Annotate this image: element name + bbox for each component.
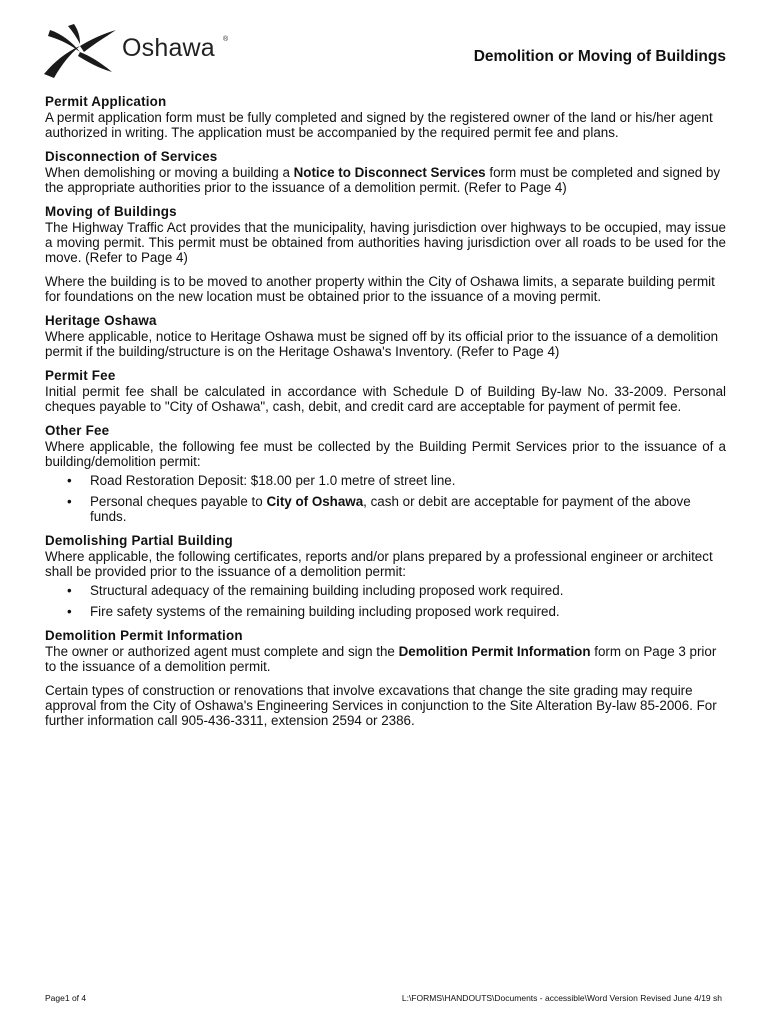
- bullet-list: [45, 473, 726, 524]
- logo-wordmark: Oshawa: [122, 34, 215, 62]
- list-item: [45, 583, 726, 598]
- document-body: [45, 94, 726, 737]
- section-disconnection: [45, 149, 726, 195]
- list-item-text: Structural adequacy of the remaining building including proposed work required.: [90, 583, 564, 598]
- section-heading: Demolishing Partial Building: [45, 533, 233, 548]
- section-text: The Highway Traffic Act provides that the municipality, having jurisdiction over highways to be occupied, may issue a moving permit. This permit must be obtained from authorities having jurisdiction over all roads to be used for the move. (Refer to Page 4): [45, 220, 726, 265]
- section-text: Where the building is to be moved to another property within the City of Oshawa limits, a separate building permit for foundations on the new location must be obtained prior to the issuance of a moving permit.: [45, 274, 715, 304]
- section-heading: Demolition Permit Information: [45, 628, 243, 643]
- section-heading: Other Fee: [45, 423, 110, 438]
- list-item-text: Fire safety systems of the remaining building including proposed work required.: [90, 604, 560, 619]
- section-permit-fee: [45, 368, 726, 414]
- text-run: form must be completed and signed by the appropriate authorities prior to the issuance of a demolition permit. (Refer to Page 4): [45, 165, 721, 195]
- page-number: Page1 of 4: [45, 993, 87, 1003]
- list-item: [45, 494, 726, 524]
- text-run: The owner or authorized agent must complete and sign the: [45, 644, 399, 659]
- bullet-icon: •: [67, 494, 72, 509]
- section-heading: Disconnection of Services: [45, 149, 218, 164]
- list-item-text: Personal cheques payable to: [90, 494, 267, 509]
- section-other-fee: [45, 423, 726, 524]
- form-name-bold: Notice to Disconnect Services: [293, 165, 486, 180]
- section-text: Certain types of construction or renovations that involve excavations that change the site grading may require approval from the City of Oshawa's Engineering Services in conjunction to the Site Alteration By-law 85-2006. For further information call 905-436-3311, extension 2594 or 2386.: [45, 683, 717, 728]
- payee-bold: City of Oshawa: [266, 494, 364, 509]
- oshawa-logo: [40, 22, 240, 82]
- section-text: Where applicable, notice to Heritage Oshawa must be signed off by its official prior to the issuance of a demolition permit if the building/structure is on the Heritage Oshawa's Inventory. (Refer to Page 4): [45, 329, 719, 359]
- section-text: Where applicable, the following certificates, reports and/or plans prepared by a professional engineer or architect shall be provided prior to the issuance of a demolition permit:: [45, 549, 713, 579]
- section-text: [45, 644, 726, 674]
- page-title: Demolition or Moving of Buildings: [473, 48, 726, 65]
- section-heritage: [45, 313, 726, 359]
- text-run: form on Page 3 prior to the issuance of a demolition permit.: [45, 644, 717, 674]
- logo-registered-mark: ®: [223, 36, 229, 43]
- list-item-text: Road Restoration Deposit: $18.00 per 1.0 metre of street line.: [90, 473, 456, 488]
- bullet-list: [45, 583, 726, 619]
- file-path: L:\FORMS\HANDOUTS\Documents - accessible\Word Version Revised June 4/19 sh: [401, 993, 722, 1003]
- oshawa-swoosh-icon: [40, 22, 120, 82]
- section-text: Initial permit fee shall be calculated in accordance with Schedule D of Building By-law No. 33-2009. Personal cheques payable to "City of Oshawa", cash, debit, and credit card are acceptable for payment of permit fee.: [45, 384, 726, 414]
- list-item: [45, 473, 726, 488]
- section-heading: Moving of Buildings: [45, 204, 177, 219]
- section-text: [45, 165, 726, 195]
- section-permit-application: [45, 94, 726, 140]
- text-run: When demolishing or moving a building a: [45, 165, 294, 180]
- section-heading: Heritage Oshawa: [45, 313, 157, 328]
- form-name-bold: Demolition Permit Information: [398, 644, 591, 659]
- section-heading: Permit Application: [45, 94, 167, 109]
- section-partial-demolition: [45, 533, 726, 619]
- section-text: A permit application form must be fully completed and signed by the registered owner of the land or his/her agent authorized in writing. The application must be accompanied by the required permit fee and plans.: [45, 110, 713, 140]
- section-demolition-info: [45, 628, 726, 728]
- bullet-icon: •: [67, 604, 72, 619]
- section-text: Where applicable, the following fee must be collected by the Building Permit Services prior to the issuance of a building/demolition permit:: [45, 439, 726, 469]
- bullet-icon: •: [67, 473, 72, 488]
- section-heading: Permit Fee: [45, 368, 116, 383]
- list-item-text: , cash or debit are acceptable for payment of the above funds.: [90, 494, 691, 524]
- bullet-icon: •: [67, 583, 72, 598]
- list-item: [45, 604, 726, 619]
- section-moving: [45, 204, 726, 304]
